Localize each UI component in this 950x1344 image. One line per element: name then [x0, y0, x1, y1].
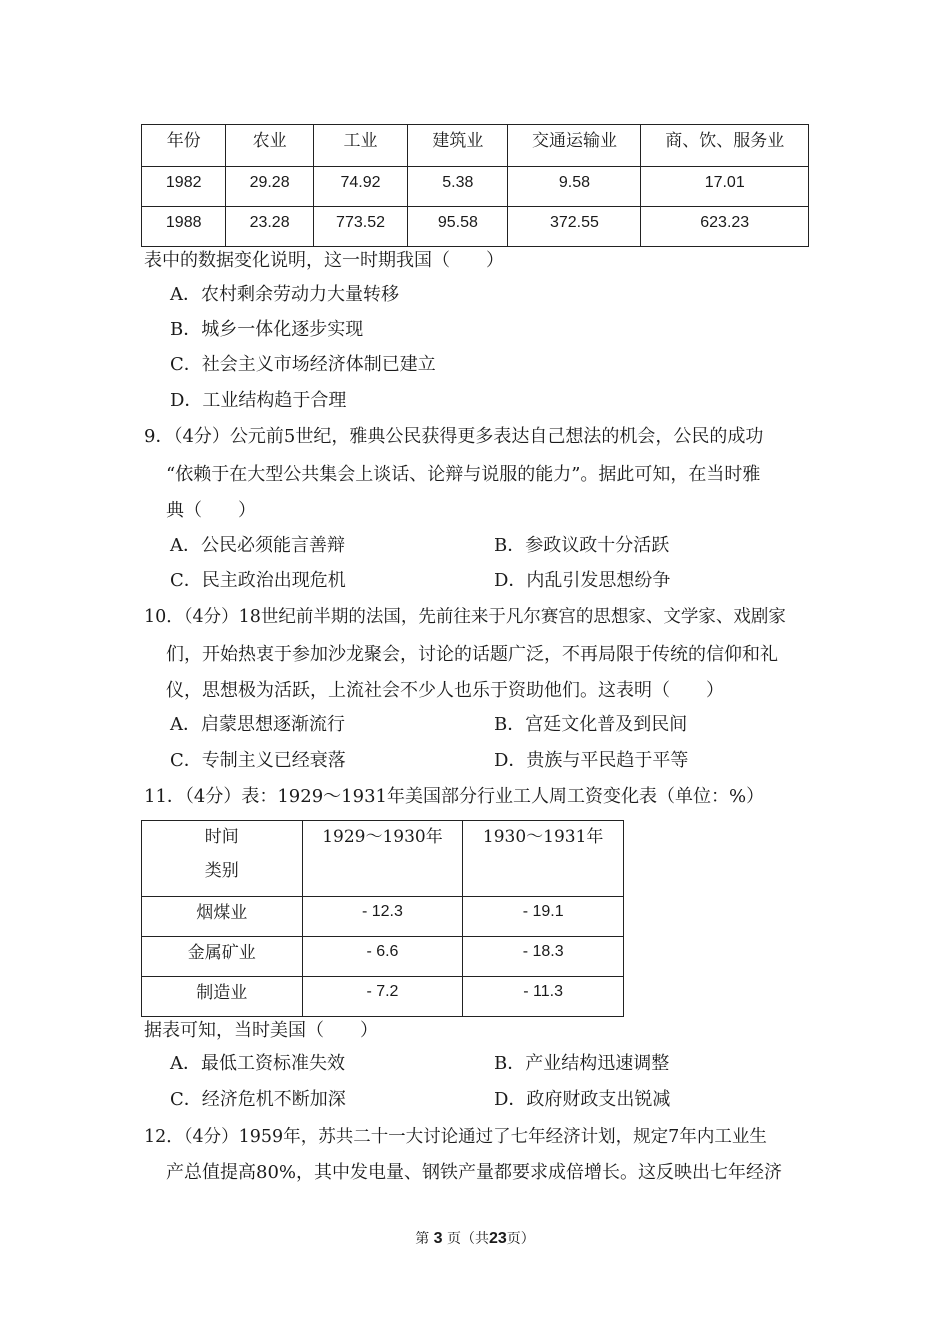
table-cell: - 7.2: [302, 977, 463, 1017]
question-11-option-b[interactable]: B．产业结构迅速调整: [494, 1053, 670, 1074]
table-cell: - 11.3: [463, 977, 624, 1017]
question-10-line: 们，开始热衷于参加沙龙聚会，讨论的话题广泛，不再局限于传统的信仰和礼: [166, 644, 778, 665]
question-10-option-d[interactable]: D．贵族与平民趋于平等: [494, 750, 689, 771]
footer-prefix: 第: [415, 1231, 430, 1247]
question-12-line: 12．（4分）1959年，苏共二十一大讨论通过了七年经济计划，规定7年内工业生: [144, 1127, 767, 1147]
footer-page-number: 3: [433, 1230, 443, 1247]
table-cell: 9.58: [508, 167, 641, 207]
table-cell: 烟煤业: [142, 897, 303, 937]
question-12-line: 产总值提高80%，其中发电量、钢铁产量都要求成倍增长。这反映出七年经济: [166, 1162, 783, 1183]
table-row: [142, 167, 809, 207]
page-footer: [0, 1228, 950, 1248]
question-8-option-c[interactable]: C．社会主义市场经济体制已建立: [170, 354, 436, 375]
question-10-option-c[interactable]: C．专制主义已经衰落: [170, 750, 346, 771]
table-cell: 5.38: [408, 167, 508, 207]
table-cell: 1982: [142, 167, 226, 207]
table-cell: 23.28: [226, 207, 313, 247]
table-row: [142, 937, 624, 977]
footer-suffix: 页）: [506, 1231, 535, 1247]
table-cell: - 6.6: [302, 937, 463, 977]
question-10-option-a[interactable]: A．启蒙思想逐渐流行: [170, 714, 345, 735]
question-10-option-b[interactable]: B．宫廷文化普及到民间: [494, 714, 688, 735]
table-header-row: [142, 821, 624, 897]
question-11-after: 据表可知，当时美国（ ）: [144, 1020, 378, 1041]
table-header-cell: 农业: [226, 125, 313, 167]
table-cell: 17.01: [641, 167, 809, 207]
corner-category-label: 类别: [204, 861, 239, 881]
table-wages: [141, 820, 624, 1017]
table-cell: 74.92: [313, 167, 407, 207]
question-8-option-a[interactable]: A．农村剩余劳动力大量转移: [170, 284, 399, 305]
footer-total-pages: 23: [489, 1230, 507, 1247]
table-cell: - 18.3: [463, 937, 624, 977]
table-cell: 372.55: [508, 207, 641, 247]
table-header-cell: 1929～1930年: [302, 821, 463, 897]
table-cell: 金属矿业: [142, 937, 303, 977]
question-9-option-c[interactable]: C．民主政治出现危机: [170, 570, 346, 591]
question-9-option-b[interactable]: B．参政议政十分活跃: [494, 535, 670, 556]
corner-time-label: 时间: [204, 827, 239, 847]
table-corner-cell: [142, 821, 303, 897]
footer-mid: 页（共: [447, 1231, 489, 1247]
table-cell: - 19.1: [463, 897, 624, 937]
table-cell: 95.58: [408, 207, 508, 247]
question-9-option-d[interactable]: D．内乱引发思想纷争: [494, 570, 671, 591]
question-10-line: 仪，思想极为活跃，上流社会不少人也乐于资助他们。这表明（ ）: [166, 680, 724, 701]
question-11-option-c[interactable]: C．经济危机不断加深: [170, 1089, 346, 1110]
table-header-cell: 商、饮、服务业: [641, 125, 809, 167]
question-10-line: 10．（4分）18世纪前半期的法国，先前往来于凡尔赛宫的思想家、文学家、戏剧家: [144, 607, 786, 627]
table-cell: 29.28: [226, 167, 313, 207]
table-header-cell: 建筑业: [408, 125, 508, 167]
question-11-stem: 11．（4分）表：1929～1931年美国部分行业工人周工资变化表（单位：%）: [144, 786, 765, 807]
table-row: [142, 897, 624, 937]
table-employment: [141, 124, 809, 247]
table-cell: 制造业: [142, 977, 303, 1017]
question-8-stem: 表中的数据变化说明，这一时期我国（ ）: [144, 250, 504, 271]
table-cell: 1988: [142, 207, 226, 247]
table-header-cell: 1930～1931年: [463, 821, 624, 897]
table-header-cell: 工业: [313, 125, 407, 167]
table-row: [142, 207, 809, 247]
question-9-line: “依赖于在大型公共集会上谈话、论辩与说服的能力”。据此可知，在当时雅: [166, 464, 761, 485]
question-9-line: 9．（4分）公元前5世纪，雅典公民获得更多表达自己想法的机会，公民的成功: [144, 426, 764, 447]
question-9-line: 典（ ）: [166, 500, 256, 521]
question-11-option-d[interactable]: D．政府财政支出锐减: [494, 1089, 671, 1110]
table-cell: - 12.3: [302, 897, 463, 937]
table-cell: 773.52: [313, 207, 407, 247]
table-cell: 623.23: [641, 207, 809, 247]
question-11-option-a[interactable]: A．最低工资标准失效: [170, 1053, 345, 1074]
question-8-option-b[interactable]: B．城乡一体化逐步实现: [170, 319, 364, 340]
question-8-option-d[interactable]: D．工业结构趋于合理: [170, 390, 347, 411]
table-row: [142, 977, 624, 1017]
question-9-option-a[interactable]: A．公民必须能言善辩: [170, 535, 345, 556]
table-header-cell: 年份: [142, 125, 226, 167]
table-header-row: [142, 125, 809, 167]
table-header-cell: 交通运输业: [508, 125, 641, 167]
